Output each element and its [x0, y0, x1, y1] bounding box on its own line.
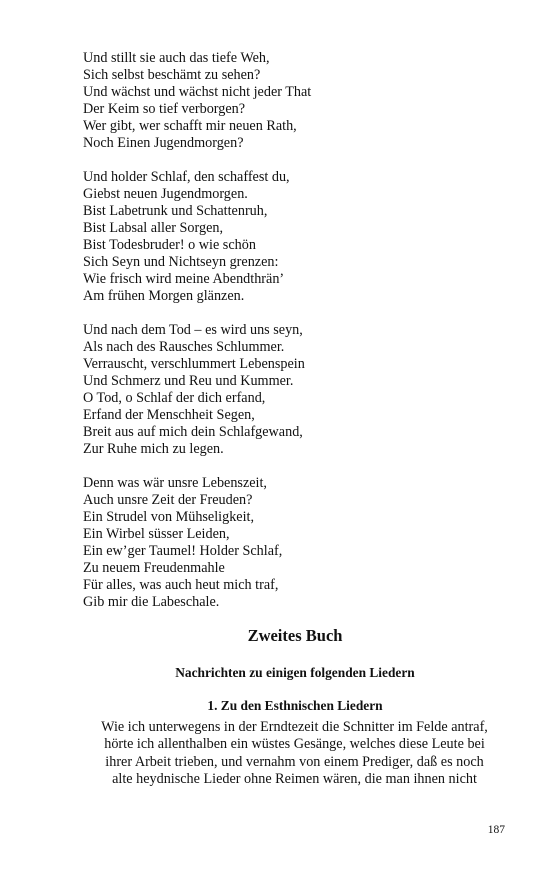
section-title: Nachrichten zu einigen folgenden Liedern [175, 665, 415, 680]
poem-line: Bist Todesbruder! o wie schön [83, 237, 256, 253]
poem-line: Als nach des Rausches Schlummer. [83, 339, 285, 355]
poem-line: O Tod, o Schlaf der dich erfand, [83, 390, 266, 406]
poem-line: Giebst neuen Jugendmorgen. [83, 186, 248, 202]
poem-line: Wie frisch wird meine Abendthrän’ [83, 271, 285, 287]
stanza-2 [83, 169, 483, 305]
poem-line: Sich Seyn und Nichtseyn grenzen: [83, 254, 279, 270]
prose-line: alte heydnische Lieder ohne Reimen wären, die man ihnen nicht [112, 770, 477, 787]
poem-line: Und holder Schlaf, den schaffest du, [83, 169, 290, 185]
prose-line: Wie ich unterwegens in der Erndtezeit die Schnitter im Felde antraf, [101, 719, 488, 735]
stanza-1 [83, 50, 483, 152]
poem-line: Bist Labsal aller Sorgen, [83, 220, 224, 236]
poem-line: Zur Ruhe mich zu legen. [83, 441, 224, 457]
poem-line: Bist Labetrunk und Schattenruh, [83, 203, 268, 219]
stanza-3 [83, 322, 483, 458]
poem-line: Ein ew’ger Taumel! Holder Schlaf, [83, 543, 283, 559]
prose-line: hörte ich allenthalben ein wüstes Gesänge, welches diese Leute bei [104, 736, 485, 753]
poem-line: Verrauscht, verschlummert Lebenspein [83, 356, 305, 372]
stanza-4 [83, 475, 483, 611]
poem-line: Am frühen Morgen glänzen. [83, 288, 245, 304]
subsection-title: 1. Zu den Esthnischen Liedern [207, 698, 383, 713]
poem-line: Gib mir die Labeschale. [83, 594, 220, 610]
poem-line: Und nach dem Tod – es wird uns seyn, [83, 322, 303, 338]
prose-line: ihrer Arbeit trieben, und vernahm von einem Prediger, daß es noch [105, 753, 484, 770]
poem-line: Auch unsre Zeit der Freuden? [83, 492, 253, 508]
page-number: 187 [487, 824, 505, 836]
poem-line: Zu neuem Freudenmahle [83, 560, 225, 576]
poem-line: Für alles, was auch heut mich traf, [83, 577, 279, 593]
poem-line: Breit aus auf mich dein Schlafgewand, [83, 424, 303, 440]
poem-line: Ein Wirbel süsser Leiden, [83, 526, 230, 542]
poem [83, 50, 483, 628]
poem-line: Und Schmerz und Reu und Kummer. [83, 373, 294, 389]
poem-line: Wer gibt, wer schafft mir neuen Rath, [83, 118, 297, 134]
prose-paragraph [83, 719, 506, 788]
poem-line: Noch Einen Jugendmorgen? [83, 135, 244, 151]
poem-line: Der Keim so tief verborgen? [83, 101, 246, 117]
poem-line: Sich selbst beschämt zu sehen? [83, 67, 261, 83]
book-title: Zweites Buch [247, 626, 343, 645]
poem-line: Und stillt sie auch das tiefe Weh, [83, 50, 270, 66]
poem-line: Erfand der Menschheit Segen, [83, 407, 255, 423]
poem-line: Und wächst und wächst nicht jeder That [83, 84, 312, 100]
poem-line: Ein Strudel von Mühseligkeit, [83, 509, 255, 525]
poem-line: Denn was wär unsre Lebenszeit, [83, 475, 267, 491]
